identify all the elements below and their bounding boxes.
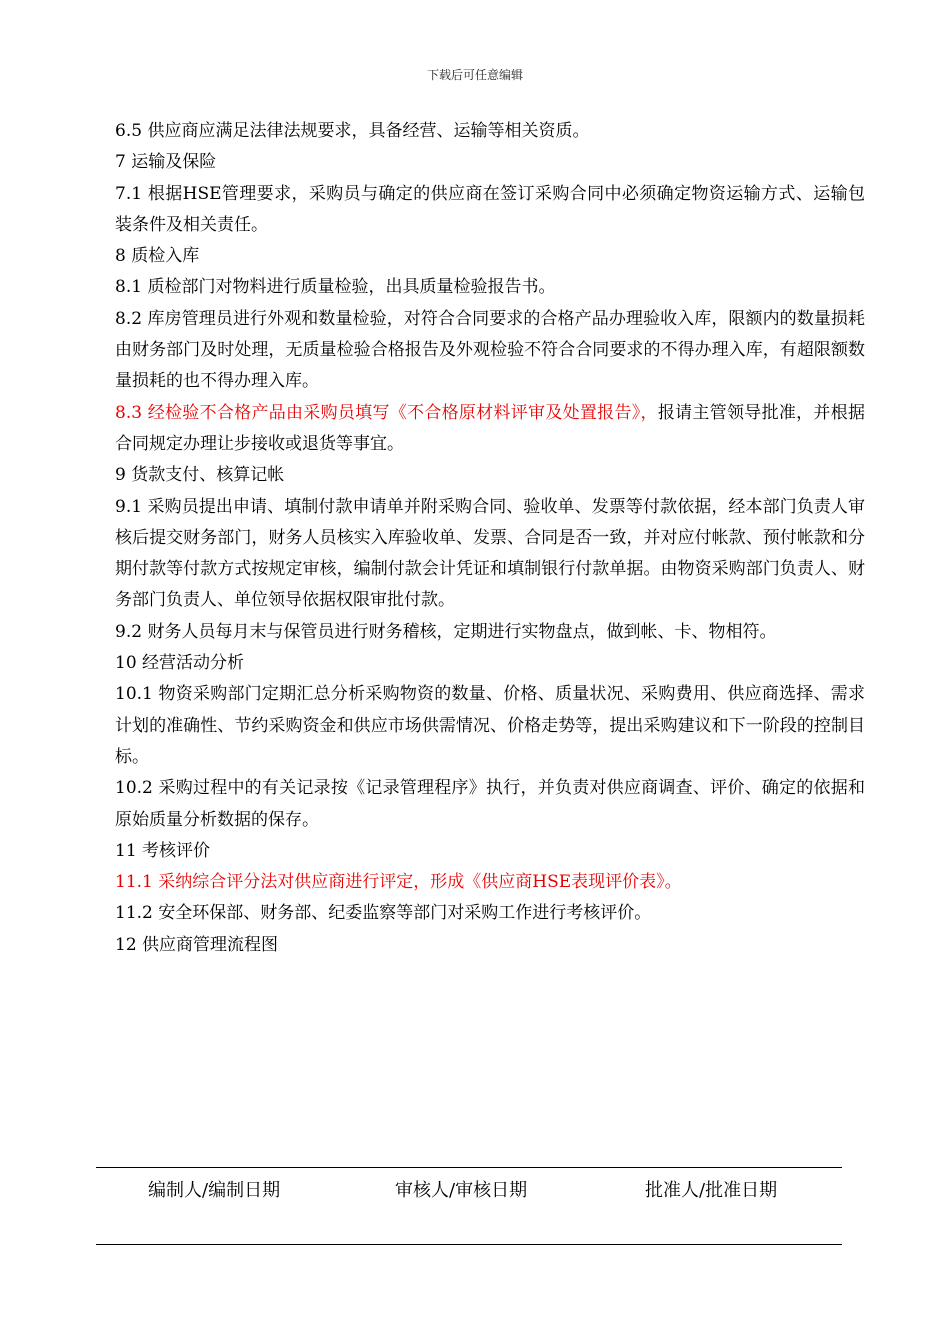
highlighted-text: 8.3 经检验不合格产品由采购员填写《不合格原材料评审及处置报告》， — [115, 402, 658, 423]
section-heading: 8 质检入库 — [115, 246, 200, 267]
signature-reviewer: 审核人/审核日期 — [395, 1180, 528, 1201]
section-heading: 10 经营活动分析 — [115, 653, 245, 674]
paragraph: 8.2 库房管理员进行外观和数量检验，对符合合同要求的合格产品办理验收入库，限额内的数量损耗由财务部门及时处理，无质量检验合格报告及外观检验不符合合同要求的不得办理入库，有超限额数量损耗的也不得办理入库。 — [115, 308, 865, 392]
signature-compiler: 编制人/编制日期 — [148, 1180, 281, 1201]
paragraph: 8.1 质检部门对物料进行质量检验，出具质量检验报告书。 — [115, 277, 556, 298]
paragraph-mixed — [115, 398, 865, 461]
paragraph: 10.1 物资采购部门定期汇总分析采购物资的数量、价格、质量状况、采购费用、供应商选择、需求计划的准确性、节约采购资金和供应市场供需情况、价格走势等，提出采购建议和下一阶段的控制目标。 — [115, 684, 865, 767]
paragraph: 10.2 采购过程中的有关记录按《记录管理程序》执行，并负责对供应商调查、评价、确定的依据和原始质量分析数据的保存。 — [115, 778, 865, 830]
signature-top-rule — [96, 1167, 842, 1168]
page-header-note: 下载后可任意编辑 — [426, 68, 523, 82]
signature-approver: 批准人/批准日期 — [645, 1180, 778, 1201]
section-heading: 12 供应商管理流程图 — [115, 934, 279, 955]
paragraph-text: 报请主管领导批准，并根据合同规定办理让步接收或退货等事宜。 — [115, 402, 865, 454]
signature-bottom-rule — [96, 1244, 842, 1245]
paragraph: 9.1 采购员提出申请、填制付款申请单并附采购合同、验收单、发票等付款依据，经本部门负责人审核后提交财务部门，财务人员核实入库验收单、发票、合同是否一致，并对应付帐款、预付帐款和分期付款等付款方式按规定审核，编制付款会计凭证和填制银行付款单据。由物资采购部门负责人、财务部门负责人、单位领导依据权限审批付款。 — [115, 496, 865, 611]
paragraph: 6.5 供应商应满足法律法规要求，具备经营、运输等相关资质。 — [115, 121, 590, 141]
highlighted-paragraph: 11.1 采纳综合评分法对供应商进行评定，形成《供应商HSE表现评价表》。 — [115, 872, 682, 893]
section-heading: 7 运输及保险 — [115, 152, 217, 173]
document-body — [115, 116, 865, 961]
section-heading: 9 货款支付、核算记帐 — [115, 465, 285, 486]
paragraph: 7.1 根据HSE管理要求，采购员与确定的供应商在签订采购合同中必须确定物资运输方式、运输包装条件及相关责任。 — [115, 183, 865, 235]
paragraph: 9.2 财务人员每月末与保管员进行财务稽核，定期进行实物盘点，做到帐、卡、物相符。 — [115, 621, 777, 642]
paragraph: 11.2 安全环保部、财务部、纪委监察等部门对采购工作进行考核评价。 — [115, 903, 652, 924]
section-heading: 11 考核评价 — [115, 840, 211, 861]
